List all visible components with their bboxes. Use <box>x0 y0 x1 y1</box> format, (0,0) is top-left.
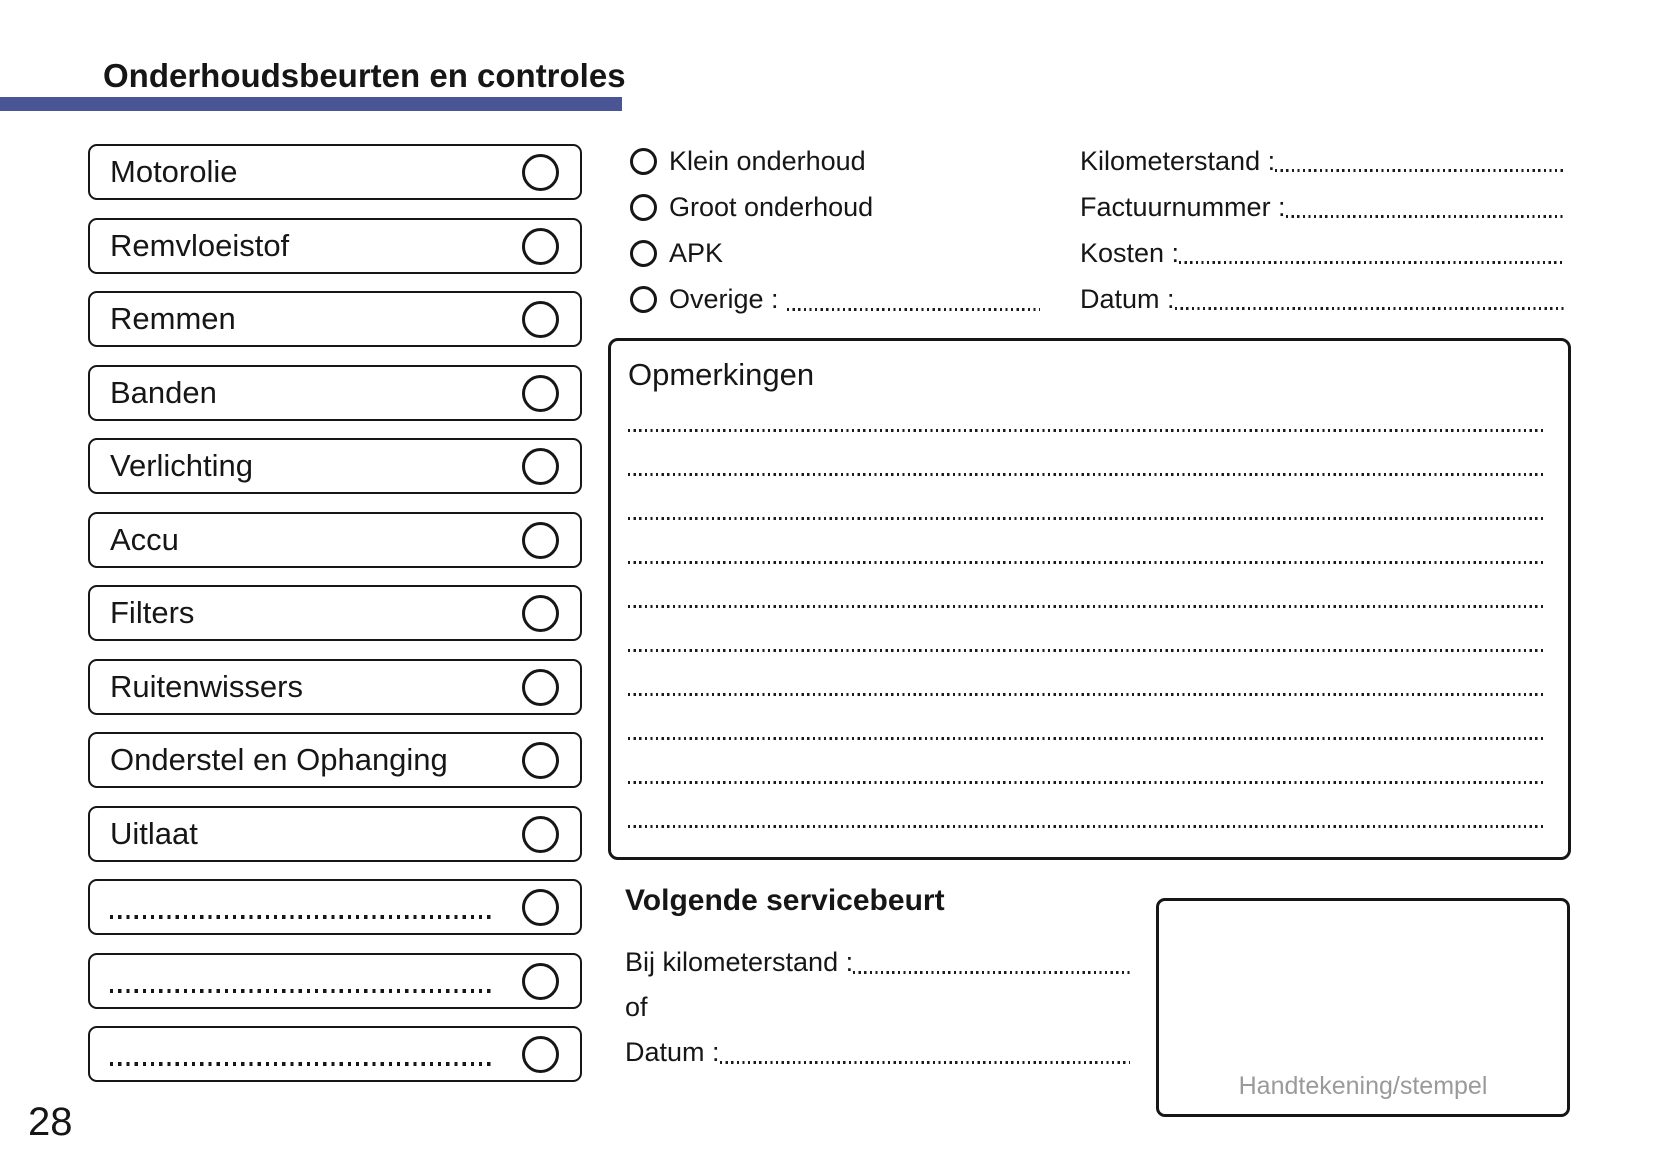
checklist-blank-label-line[interactable] <box>110 989 494 993</box>
service-type-row <box>630 237 723 269</box>
radio-circle[interactable] <box>630 240 657 267</box>
record-field-label: Datum : <box>1080 284 1175 314</box>
checkbox-circle[interactable] <box>522 595 559 632</box>
record-field-input-line[interactable] <box>1175 307 1565 310</box>
checkbox-circle[interactable] <box>522 669 559 706</box>
checklist-row <box>88 659 582 715</box>
checklist-row <box>88 806 582 862</box>
service-type-label: Klein onderhoud <box>669 145 866 176</box>
record-field-input-line[interactable] <box>1275 169 1565 172</box>
checklist-row <box>88 879 582 935</box>
service-type-label: Overige : <box>669 283 779 314</box>
checklist-row <box>88 585 582 641</box>
next-service-label: Datum : <box>625 1037 720 1067</box>
next-service-row <box>625 945 1130 979</box>
checklist-row <box>88 218 582 274</box>
checkbox-circle[interactable] <box>522 742 559 779</box>
page-number: 28 <box>28 1100 73 1144</box>
next-service-input-line[interactable] <box>853 971 1130 974</box>
remarks-writing-line[interactable] <box>628 517 1544 520</box>
record-field-row <box>1080 283 1565 315</box>
remarks-writing-line[interactable] <box>628 429 1544 432</box>
checklist-row <box>88 512 582 568</box>
service-type-label: Groot onderhoud <box>669 191 874 222</box>
checklist-row <box>88 365 582 421</box>
record-field-input-line[interactable] <box>1286 215 1565 218</box>
checkbox-circle[interactable] <box>522 522 559 559</box>
checklist-item-label: Motorolie <box>110 154 238 189</box>
checklist-item-label: Remvloeistof <box>110 228 290 263</box>
remarks-title: Opmerkingen <box>628 357 815 392</box>
record-field-row <box>1080 237 1565 269</box>
checklist-row <box>88 144 582 200</box>
checkbox-circle[interactable] <box>522 963 559 1000</box>
service-type-row <box>630 145 866 177</box>
page-title: Onderhoudsbeurten en controles <box>103 57 626 94</box>
remarks-writing-line[interactable] <box>628 473 1544 476</box>
record-field-label: Factuurnummer : <box>1080 192 1286 222</box>
checkbox-circle[interactable] <box>522 228 559 265</box>
signature-label: Handtekening/stempel <box>1238 1072 1488 1100</box>
checklist-item-label: Ruitenwissers <box>110 669 303 704</box>
checklist-row <box>88 732 582 788</box>
checklist-item-label: Verlichting <box>110 448 254 483</box>
remarks-writing-line[interactable] <box>628 693 1544 696</box>
remarks-writing-line[interactable] <box>628 649 1544 652</box>
service-type-row <box>630 191 873 223</box>
checklist-item-label: Remmen <box>110 301 236 336</box>
record-field-label: Kilometerstand : <box>1080 146 1276 176</box>
record-field-input-line[interactable] <box>1179 261 1565 264</box>
checkbox-circle[interactable] <box>522 154 559 191</box>
checklist-item-label: Banden <box>110 375 217 410</box>
signature-box[interactable] <box>1156 898 1570 1117</box>
checklist-item-label: Uitlaat <box>110 816 198 851</box>
next-service-row <box>625 990 648 1024</box>
record-field-row <box>1080 145 1565 177</box>
title-underline-bar <box>0 97 622 111</box>
checklist-item-label: Filters <box>110 595 195 630</box>
checklist-blank-label-line[interactable] <box>110 1062 494 1066</box>
next-service-row <box>625 1035 1130 1069</box>
checklist-blank-label-line[interactable] <box>110 915 494 919</box>
remarks-box <box>608 338 1571 860</box>
radio-circle[interactable] <box>630 148 657 175</box>
next-service-title: Volgende servicebeurt <box>625 884 945 917</box>
next-service-input-line[interactable] <box>720 1061 1130 1064</box>
radio-circle[interactable] <box>630 286 657 313</box>
next-service-label: Bij kilometerstand : <box>625 947 854 977</box>
checkbox-circle[interactable] <box>522 1036 559 1073</box>
next-service-label: of <box>625 992 648 1022</box>
checklist-item-label: Accu <box>110 522 179 557</box>
service-type-label: APK <box>669 237 724 268</box>
checklist-item-label: Onderstel en Ophanging <box>110 742 448 777</box>
record-field-row <box>1080 191 1565 223</box>
remarks-writing-line[interactable] <box>628 737 1544 740</box>
checklist-row <box>88 291 582 347</box>
remarks-writing-line[interactable] <box>628 825 1544 828</box>
checkbox-circle[interactable] <box>522 375 559 412</box>
checklist-row <box>88 438 582 494</box>
checklist-row <box>88 1026 582 1082</box>
radio-circle[interactable] <box>630 194 657 221</box>
checklist-row <box>88 953 582 1009</box>
checkbox-circle[interactable] <box>522 301 559 338</box>
service-type-row <box>630 283 1040 315</box>
checkbox-circle[interactable] <box>522 448 559 485</box>
remarks-writing-line[interactable] <box>628 561 1544 564</box>
checkbox-circle[interactable] <box>522 889 559 926</box>
remarks-writing-line[interactable] <box>628 605 1544 608</box>
service-other-input-line[interactable] <box>787 308 1040 311</box>
checkbox-circle[interactable] <box>522 816 559 853</box>
record-field-label: Kosten : <box>1080 238 1180 268</box>
remarks-writing-line[interactable] <box>628 781 1544 784</box>
